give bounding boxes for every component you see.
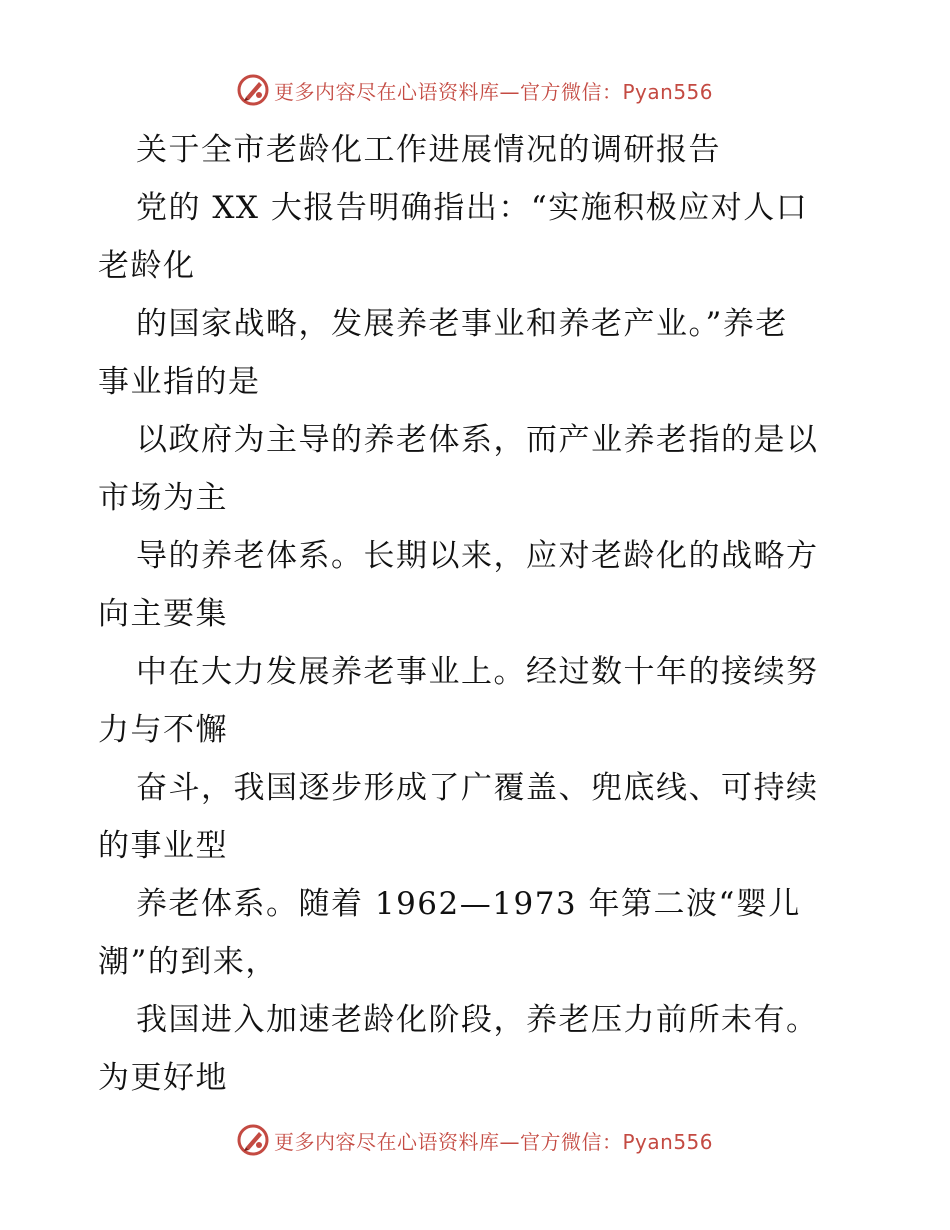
paragraph-line: 以政府为主导的养老体系，而产业养老指的是以 [136, 422, 819, 458]
paragraph-line: 党的 XX 大报告明确指出：“实施积极应对人口 [136, 190, 809, 226]
paragraph-line: 向主要集 [98, 596, 228, 632]
pen-logo-icon [236, 73, 270, 107]
paragraph-line: 奋斗，我国逐步形成了广覆盖、兜底线、可持续 [136, 770, 819, 806]
footer-banner [0, 1120, 950, 1160]
paragraph-line: 导的养老体系。长期以来，应对老龄化的战略方 [136, 538, 819, 574]
header-banner-text: 更多内容尽在心语资料库—官方微信：Pyan556 [274, 79, 714, 104]
footer-banner-text: 更多内容尽在心语资料库—官方微信：Pyan556 [274, 1129, 714, 1154]
document-body [98, 121, 858, 1107]
paragraph-line: 力与不懈 [98, 712, 228, 748]
paragraph-line: 的国家战略，发展养老事业和养老产业。”养老 [136, 306, 788, 342]
paragraph-line: 中在大力发展养老事业上。经过数十年的接续努 [136, 654, 819, 690]
paragraph-line: 老龄化 [98, 248, 196, 284]
paragraph-line: 的事业型 [98, 828, 228, 864]
header-banner [0, 70, 950, 110]
document-title: 关于全市老龄化工作进展情况的调研报告 [136, 132, 721, 168]
paragraph-line: 市场为主 [98, 480, 228, 516]
pen-logo-icon [236, 1123, 270, 1157]
paragraph-line: 潮”的到来， [98, 944, 278, 980]
paragraph-line: 为更好地 [98, 1060, 228, 1096]
paragraph-line: 养老体系。随着 1962—1973 年第二波“婴儿 [136, 886, 801, 922]
paragraph-line: 事业指的是 [98, 364, 261, 400]
paragraph-line: 我国进入加速老龄化阶段，养老压力前所未有。 [136, 1002, 819, 1038]
